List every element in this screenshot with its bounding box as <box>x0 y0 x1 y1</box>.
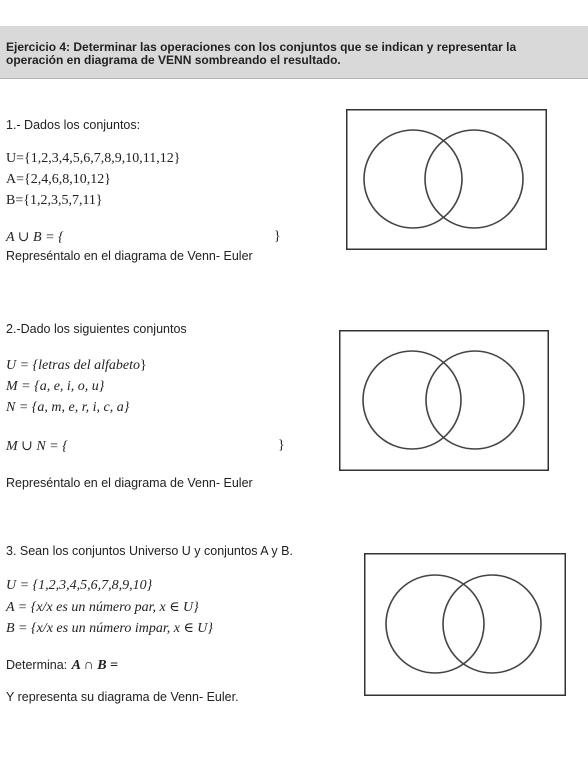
ex2-venn-circle-m <box>363 351 461 449</box>
ex2-set-m: M = {a, e, i, o, u} <box>6 379 105 394</box>
ex2-instruction: Represéntalo en el diagrama de Venn- Euler <box>6 476 253 490</box>
ex2-set-u <box>6 358 147 374</box>
ex1-union-close-brace: } <box>274 229 281 244</box>
ex2-venn-universe <box>340 331 549 471</box>
ex1-venn-circle-b <box>425 130 523 228</box>
ex1-venn-diagram <box>346 109 547 250</box>
ex1-union-expression: A ∪ B = { <box>6 230 64 245</box>
ex1-set-b: B={1,2,3,5,7,11} <box>6 193 103 208</box>
exercise-title-line1: Ejercicio 4: Determinar las operaciones con los conjuntos que se indican y representar la <box>6 40 517 54</box>
ex1-heading: 1.- Dados los conjuntos: <box>6 118 141 132</box>
exercise-header <box>0 26 588 79</box>
exercise-title <box>6 41 582 67</box>
ex3-intersection-expression: A ∩ B = <box>71 658 119 673</box>
ex2-union-close-brace: } <box>278 438 285 453</box>
ex2-heading: 2.-Dado los siguientes conjuntos <box>6 322 187 336</box>
ex3-venn-diagram <box>364 553 566 696</box>
ex3-venn-universe <box>365 554 566 696</box>
ex3-determina <box>6 656 118 674</box>
ex1-instruction: Represéntalo en el diagrama de Venn- Euler <box>6 249 253 263</box>
ex3-set-b: B = {x/x es un número impar, x ∈ U} <box>6 621 214 636</box>
ex2-venn-circle-n <box>426 351 524 449</box>
ex1-venn-universe <box>347 110 547 250</box>
ex2-set-u-suffix: } <box>140 358 147 373</box>
ex1-set-a: A={2,4,6,8,10,12} <box>6 172 111 187</box>
ex3-set-a: A = {x/x es un número par, x ∈ U} <box>6 600 199 615</box>
ex2-union-expression: M ∪ N = { <box>6 439 68 454</box>
ex2-set-u-prefix: U = { <box>6 358 39 373</box>
ex2-venn-diagram <box>339 330 549 471</box>
exercise-title-line2: operación en diagrama de VENN sombreando el resultado. <box>6 53 341 67</box>
ex3-determina-label: Determina: <box>6 658 68 672</box>
ex3-venn-circle-b <box>443 575 541 673</box>
ex2-set-u-text: letras del alfabeto <box>38 358 141 373</box>
ex3-heading: 3. Sean los conjuntos Universo U y conjuntos A y B. <box>6 544 293 558</box>
ex1-venn-circle-a <box>364 130 462 228</box>
ex3-venn-circle-a <box>386 575 484 673</box>
ex3-instruction: Y representa su diagrama de Venn- Euler. <box>6 690 239 704</box>
ex3-set-u: U = {1,2,3,4,5,6,7,8,9,10} <box>6 578 153 593</box>
ex1-set-u: U={1,2,3,4,5,6,7,8,9,10,11,12} <box>6 151 181 166</box>
ex2-set-n: N = {a, m, e, r, i, c, a} <box>6 400 130 415</box>
